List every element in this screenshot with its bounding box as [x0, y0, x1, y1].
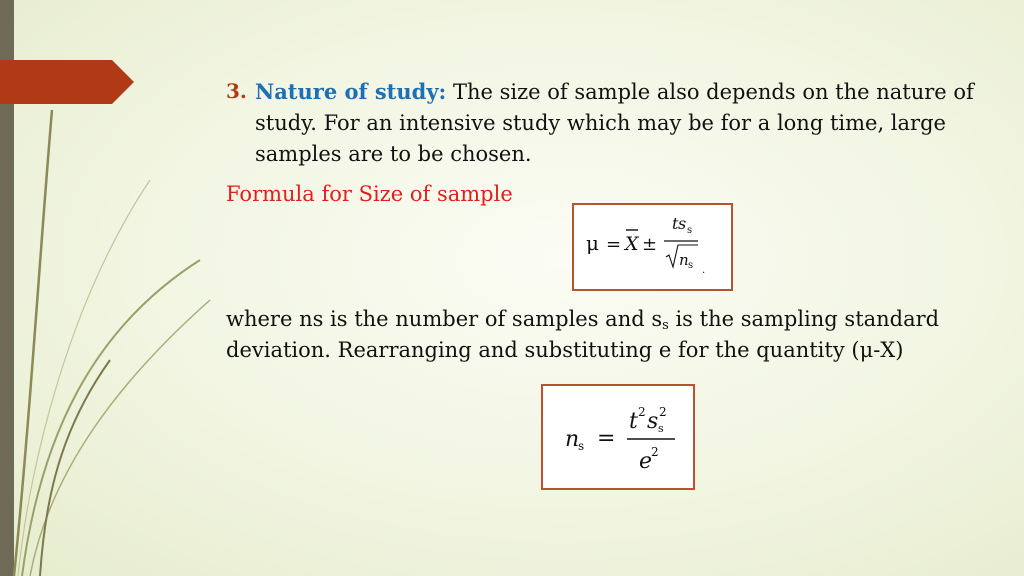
- formula2-n-sub: s: [578, 439, 585, 453]
- pennant-marker: [0, 60, 134, 104]
- formula2-t: t: [629, 409, 638, 434]
- formula-s-sub: s: [687, 225, 693, 236]
- formula2-equals: =: [597, 426, 616, 451]
- formula-mean-svg: [574, 205, 731, 289]
- formula-equals: =: [606, 234, 622, 255]
- formula-s: s: [678, 214, 687, 233]
- formula-plusminus: ±: [642, 234, 658, 255]
- formula-t: t: [672, 214, 679, 233]
- item-number: 3.: [226, 79, 247, 103]
- explanation-paragraph: [226, 304, 986, 366]
- explanation-part1: where ns is the number of samples and s: [226, 307, 663, 331]
- formula-n-sub: s: [688, 260, 694, 271]
- formula2-n: n: [565, 427, 580, 452]
- formula-mu: μ: [586, 231, 599, 255]
- formula2-t-exp: 2: [638, 405, 646, 419]
- list-item-nature-of-study: [226, 76, 1015, 170]
- formula-box-sample-size: [541, 384, 695, 490]
- formula-n: n: [679, 251, 689, 269]
- formula2-e-exp: 2: [651, 445, 659, 459]
- formula-heading: Formula for Size of sample: [226, 182, 513, 206]
- formula2-s-exp: 2: [659, 405, 667, 419]
- formula2-s-sub: s: [658, 422, 664, 435]
- formula-sample-size-svg: [543, 386, 693, 488]
- item-label: Nature of study:: [255, 79, 447, 104]
- formula2-s: s: [647, 409, 659, 434]
- formula-xbar: X: [625, 233, 639, 255]
- item-text: The size of sample also depends on the nature of study. For an intensive study which may be for a long time, large samples are to be chosen.: [255, 80, 974, 166]
- explanation-subscript: s: [662, 318, 669, 333]
- formula-dot: .: [702, 265, 706, 276]
- explanation-part2: is the sampling standard deviation. Rearranging and substituting e for the quantity (μ-X): [226, 307, 940, 362]
- formula2-e: e: [639, 449, 653, 474]
- formula-box-mean: [572, 203, 733, 291]
